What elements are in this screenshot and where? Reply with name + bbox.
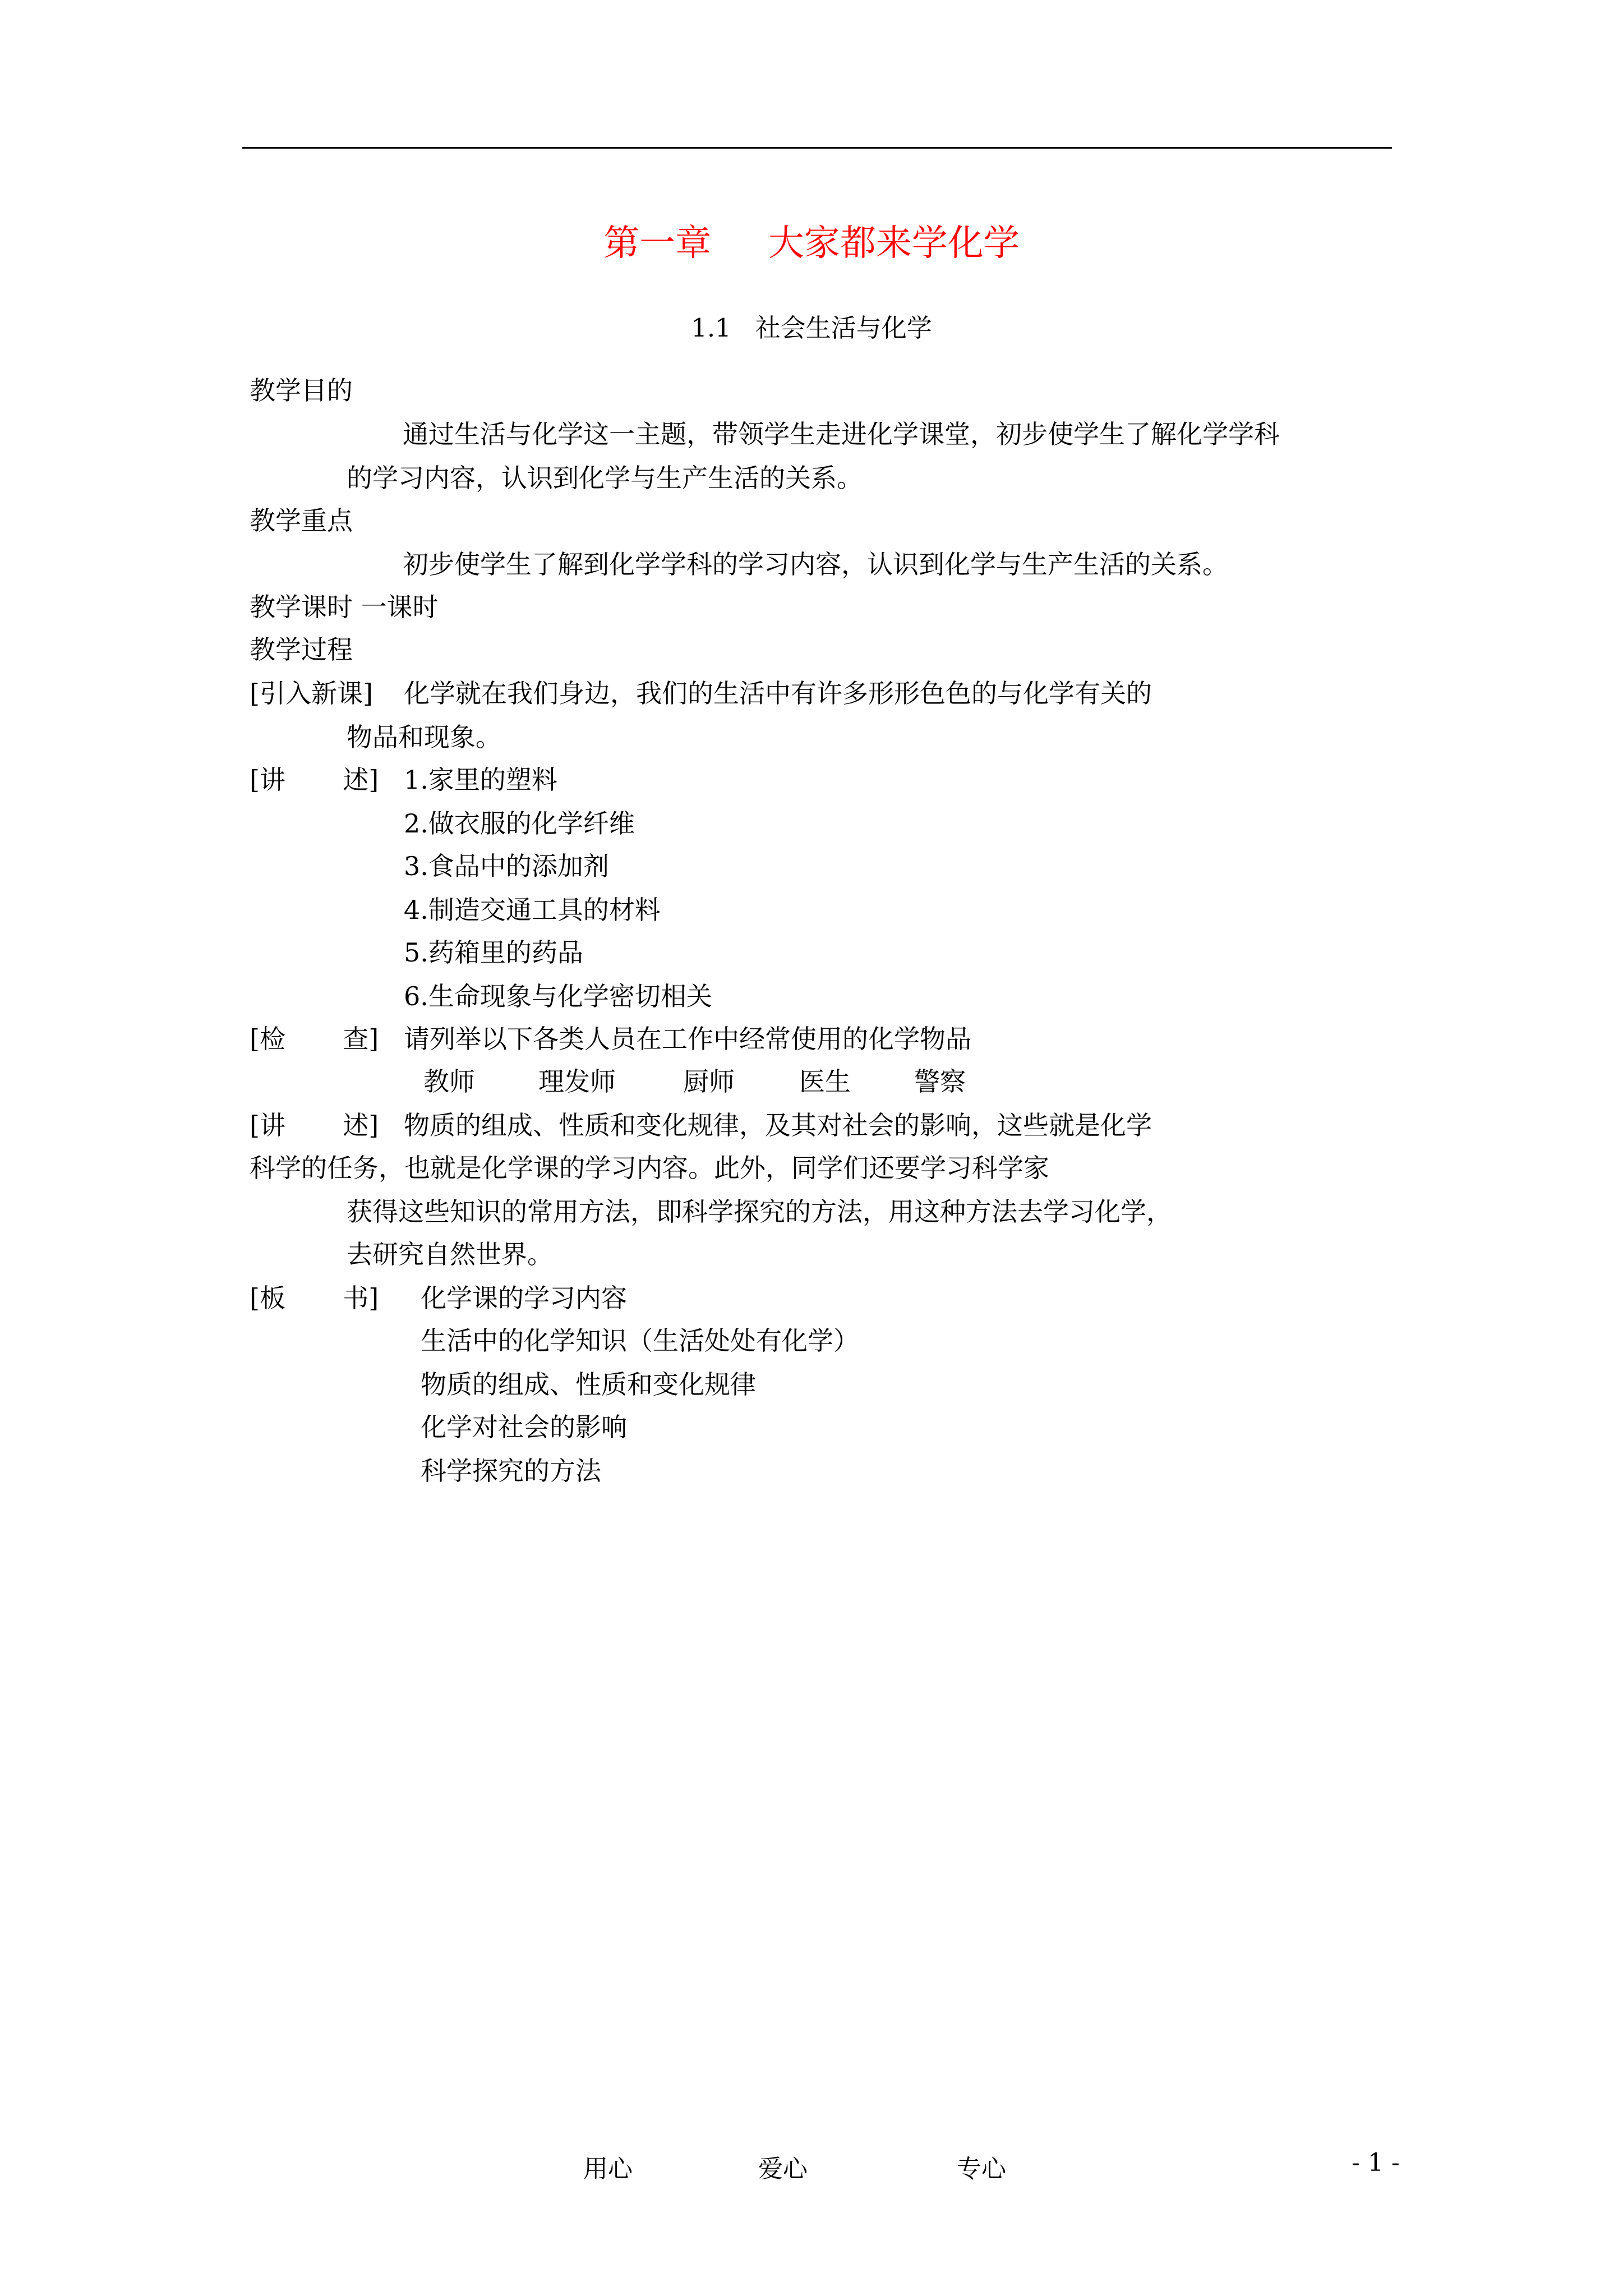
board-label: [板 书]	[250, 1283, 379, 1313]
lecture-1-item: 1.家里的塑料	[404, 765, 557, 795]
intro-label: [引入新课]	[250, 678, 373, 708]
process-heading: 教学过程	[250, 634, 353, 665]
board-item: 科学探究的方法	[421, 1456, 601, 1486]
focus-text: 初步使学生了解到化学学科的学习内容，认识到化学与生产生活的关系。	[403, 549, 1228, 579]
hours-text: 教学课时 一课时	[250, 592, 439, 622]
lecture-1-item: 3.食品中的添加剂	[404, 851, 609, 881]
section-title: 1.1 社会生活与化学	[691, 313, 932, 343]
profession-item: 警察	[914, 1066, 966, 1097]
lecture-1-item: 6.生命现象与化学密切相关	[404, 981, 712, 1011]
board-item: 化学对社会的影响	[421, 1412, 627, 1442]
profession-item: 厨师	[683, 1066, 735, 1097]
board-item: 生活中的化学知识（生活处处有化学）	[421, 1326, 859, 1356]
objective-heading: 教学目的	[250, 375, 353, 406]
lecture-1-item: 5.药箱里的药品	[404, 937, 583, 968]
focus-heading: 教学重点	[250, 505, 353, 536]
profession-item: 教师	[423, 1066, 475, 1097]
intro-line-2: 物品和现象。	[347, 722, 501, 752]
board-item: 化学课的学习内容	[421, 1283, 627, 1313]
lecture-1-label: [讲 述]	[250, 765, 379, 795]
lecture-2-label: [讲 述]	[250, 1110, 379, 1140]
chapter-title: 第一章 大家都来学化学	[603, 223, 1020, 264]
footer-word: 爱心	[758, 2155, 808, 2183]
lecture-1-item: 4.制造交通工具的材料	[404, 895, 661, 925]
profession-item: 医生	[799, 1066, 851, 1097]
check-label: [检 查]	[250, 1024, 379, 1054]
board-item: 物质的组成、性质和变化规律	[421, 1369, 756, 1400]
check-text: 请列举以下各类人员在工作中经常使用的化学物品	[404, 1024, 971, 1054]
lecture-2-line-3: 获得这些知识的常用方法，即科学探究的方法，用这种方法去学习化学，	[347, 1197, 1172, 1227]
lecture-1-item: 2.做衣服的化学纤维	[404, 808, 635, 839]
objective-line-1: 通过生活与化学这一主题，带领学生走进化学课堂，初步使学生了解化学学科	[403, 419, 1280, 449]
footer-word: 用心	[583, 2155, 633, 2183]
lecture-2-line-2: 科学的任务，也就是化学课的学习内容。此外，同学们还要学习科学家	[250, 1153, 1049, 1183]
objective-line-2: 的学习内容，认识到化学与生产生活的关系。	[347, 463, 863, 493]
profession-item: 理发师	[538, 1066, 616, 1097]
lecture-2-line-4: 去研究自然世界。	[347, 1239, 553, 1269]
page-number: - 1 -	[1352, 2148, 1400, 2177]
intro-line-1: 化学就在我们身边，我们的生活中有许多形形色色的与化学有关的	[404, 678, 1152, 708]
footer-word: 专心	[957, 2155, 1006, 2183]
lecture-2-line-1: 物质的组成、性质和变化规律，及其对社会的影响，这些就是化学	[404, 1110, 1152, 1140]
header-rule	[242, 147, 1392, 149]
